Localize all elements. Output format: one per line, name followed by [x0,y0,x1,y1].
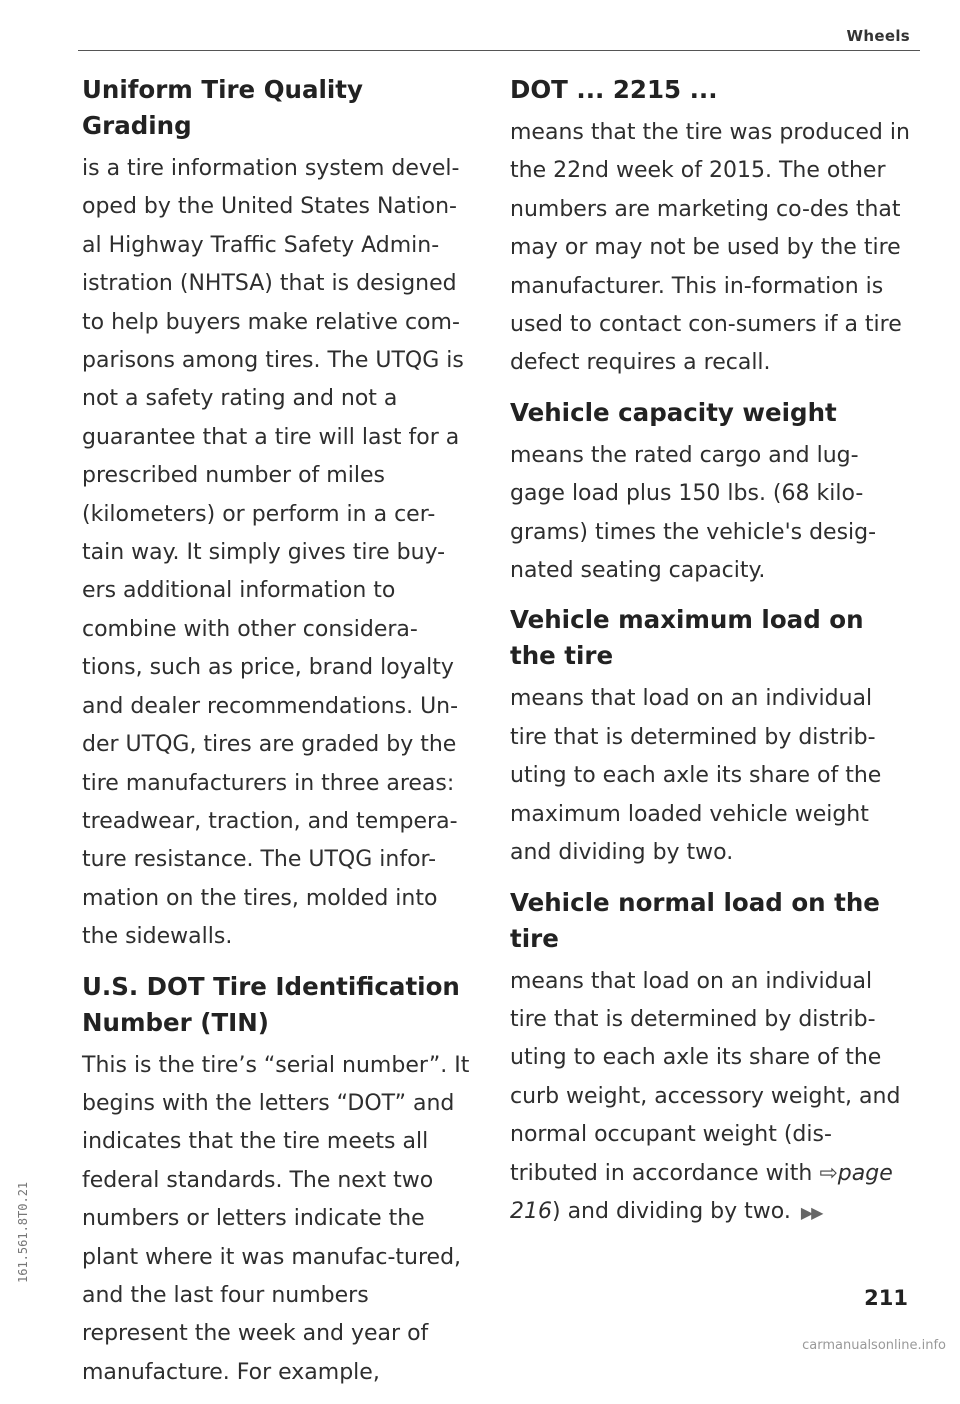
running-header: Wheels [846,27,910,45]
paragraph-normal-load [510,963,912,1233]
watermark: carmanualsonline.info [802,1338,946,1353]
heading-tin: U.S. DOT Tire Identification Number (TIN) [82,971,460,1037]
page-number: 211 [864,1286,908,1310]
header-rule [78,50,920,51]
side-document-code: 161.561.8T0.21 [16,1181,30,1283]
paragraph-utqg: is a tire information system devel-oped by the United States Nation-al Highway Traffic Safety Admin-istration (NHTSA) that is designed to help buyers make relative com-parisons among tires. The UTQG is not a safety rating and not a guarantee that a tire will last for a prescribed number of miles (kilometers) or perform in a cer-tain way. It simply gives tire buy-ers additional information to combine with other considera-tions, such as price, brand loyalty and dealer recommendations. Un-der UTQG, tires are graded by the tire manufacturers in three areas: treadwear, traction, and tempera-ture resistance. The UTQG infor-mation on the tires, molded into the sidewalls. [82,156,464,950]
heading-maximum-load: Vehicle maximum load on the tire [510,605,864,671]
heading-capacity-weight: Vehicle capacity weight [510,397,837,427]
left-column [82,72,472,1404]
paragraph-tin: This is the tire’s “serial number”. It begins with the letters “DOT” and indicates that the tire meets all federal standards. The next two numbers or letters indicate the plant where it was manufac-tured, and the last four numbers represent the week and year of manufacture. For example, [82,1052,470,1385]
paragraph-capacity-weight: means the rated cargo and lug-gage load plus 150 lbs. (68 kilo-grams) times the vehicle's desig-nated seating capacity. [510,442,877,584]
continue-arrow-icon: ▶▶ [800,1202,822,1222]
paragraph-maximum-load: means that load on an individual tire that is determined by distrib-uting to each axle its share of the maximum loaded vehicle weight and dividing by two. [510,686,882,866]
page-reference-arrow-icon: ⇨ [819,1160,838,1186]
paragraph-normal-load-end: ) and dividing by two. [552,1198,791,1224]
right-column [510,72,912,1244]
heading-dot: DOT ... 2215 ... [510,75,718,104]
heading-normal-load: Vehicle normal load on the tire [510,887,880,953]
paragraph-normal-load-text: means that load on an individual tire that is determined by distrib-uting to each axle its share of the curb weight, accessory weight, and normal occupant weight (dis-tributed in accordance with [510,968,901,1186]
page-reference-link[interactable]: page 216 [510,1160,893,1224]
heading-utqg: Uniform Tire Quality Grading [82,75,363,140]
paragraph-dot: means that the tire was produced in the 22nd week of 2015. The other numbers are marketing co-des that may or may not be used by the tire manufacturer. This in-formation is used to contact con-sumers if a tire defect requires a recall. [510,120,910,376]
